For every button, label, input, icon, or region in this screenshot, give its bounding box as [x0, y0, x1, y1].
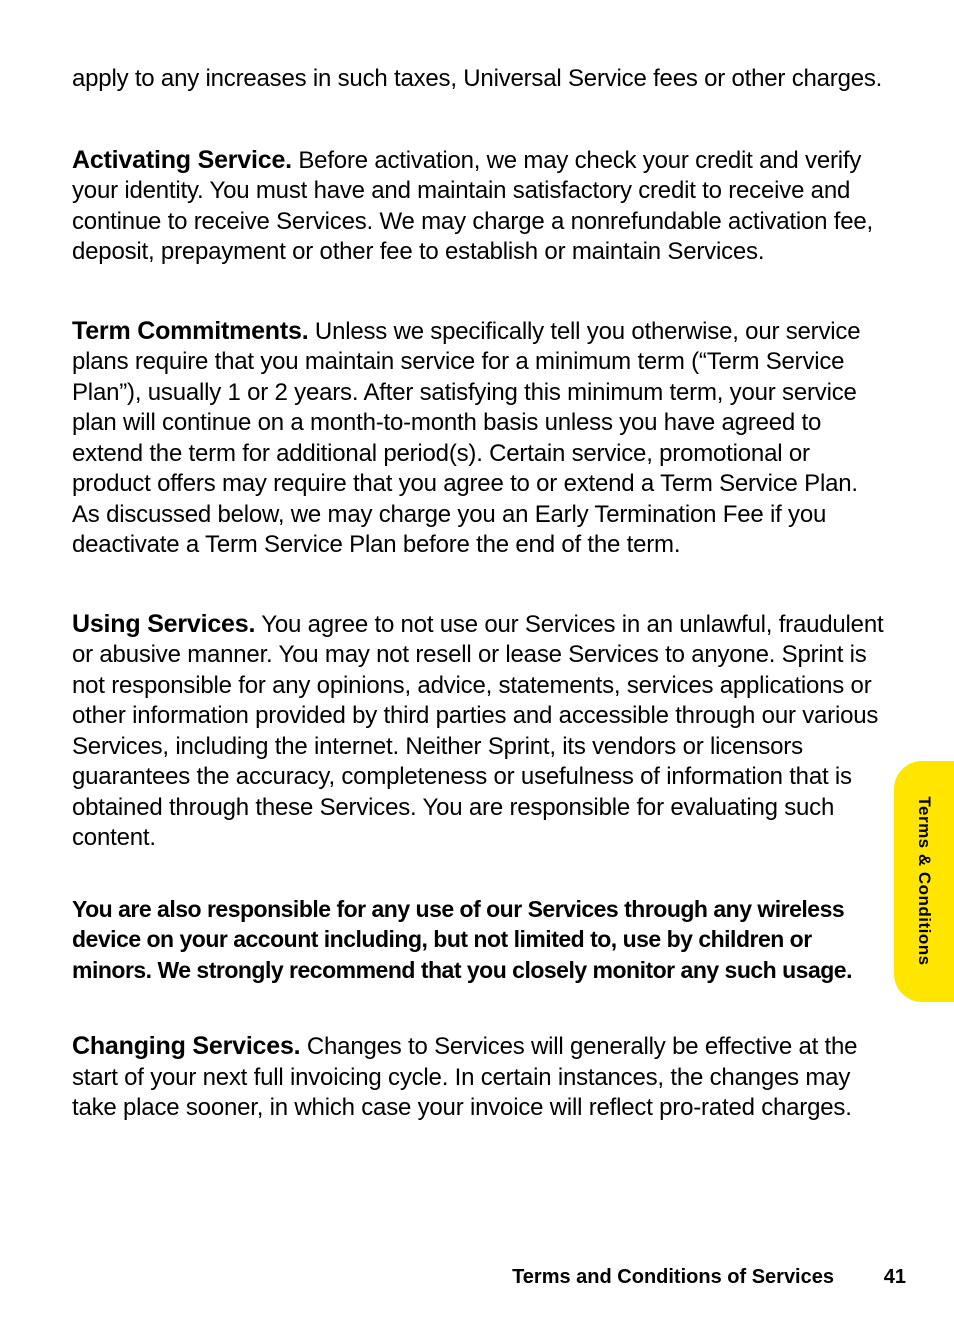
- section-body: Unless we specifically tell you otherwise, our service plans require that you maintain service for a minimum term (“Term Service Plan”), usually 1 or 2 years. After satisfying this minimum term, your service plan will continue on a month-to-month basis unless you have agreed to extend the term for additional period(s). Certain service, promotional or product offers may require that you agree to or extend a Term Service Plan. As discussed below, we may charge you an Early Termination Fee if you deactivate a Term Service Plan before the end of the term.: [72, 317, 861, 558]
- section-body: Changes to Services will generally be effective at the start of your next full invoicing cycle. In certain instances, the changes may take place sooner, in which case your invoice will reflect pro-rated charges.: [72, 1033, 858, 1121]
- page-footer: [0, 1266, 954, 1294]
- intro-paragraph: apply to any increases in such taxes, Universal Service fees or other charges.: [72, 65, 883, 92]
- section-changing-services: [72, 1031, 884, 1124]
- section-body: You agree to not use our Services in an unlawful, fraudulent or abusive manner. You may not resell or lease Services to anyone. Sprint is not responsible for any opinions, advice, statements, services applications or other information provided by third parties and accessible through our various Services, including the internet. Neither Sprint, its vendors or licensors guarantees the accuracy, completeness or usefulness of information that is obtained through these Services. You are responsible for evaluating such content.: [72, 610, 884, 851]
- section-using-services: [72, 609, 884, 854]
- section-heading: Changing Services.: [72, 1032, 301, 1060]
- section-heading: Activating Service.: [72, 145, 292, 174]
- section-activating-service: [72, 145, 884, 268]
- section-body: Before activation, we may check your credit and verify your identity. You must have and maintain satisfactory credit to receive and continue to receive Services. We may charge a nonrefundable activation fee, deposit, prepayment or other fee to establish or maintain Services.: [72, 146, 874, 265]
- emphasis-paragraph: You are also responsible for any use of our Services through any wireless device on your account including, but not limited to, use by children or minors. We strongly recommend that you closely monitor any such usage.: [72, 895, 852, 983]
- page-number: 41: [883, 1266, 906, 1288]
- page-content: [72, 64, 884, 1172]
- section-heading: Term Commitments.: [72, 316, 309, 345]
- footer-title: Terms and Conditions of Services: [512, 1266, 834, 1288]
- section-heading: Using Services.: [72, 609, 256, 638]
- side-tab-terms: [894, 761, 954, 1002]
- section-term-commitments: [72, 316, 884, 561]
- side-tab-label: Terms & Conditions: [915, 796, 934, 966]
